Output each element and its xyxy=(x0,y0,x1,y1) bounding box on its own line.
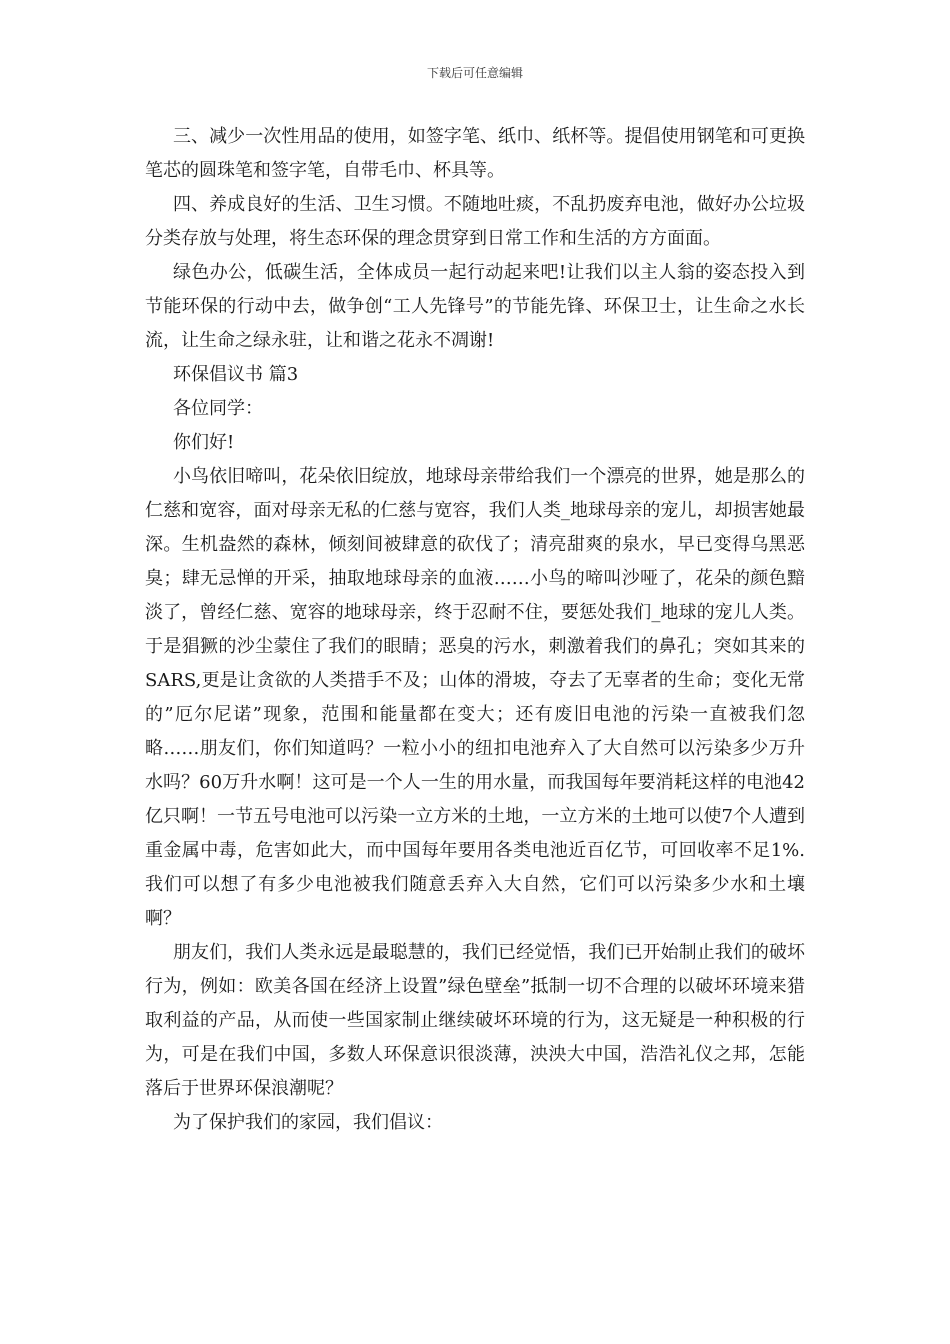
paragraph-proposal-intro: 为了保护我们的家园，我们倡议： xyxy=(173,1112,443,1133)
paragraph-earth-mother: 小鸟依旧啼叫，花朵依旧绽放，地球母亲带给我们一个漂亮的世界，她是那么的仁慈和宽容，面对母亲无私的仁慈与宽容，我们人类_地球母亲的宠儿，却损害她最深。生机盎然的森林，倾刻间被肆意的砍伐了；清亮甜爽的泉水，早已变得乌黑恶臭；肆无忌惮的开采，抽取地球母亲的血液……小鸟的啼叫沙哑了，花朵的颜色黯淡了，曾经仁慈、宽容的地球母亲，终于忍耐不住，要惩处我们_地球的宠儿人类。于是猖獗的沙尘蒙住了我们的眼睛；恶臭的污水，刺激着我们的鼻孔；突如其来的SARS,更是让贪欲的人类措手不及；山体的滑坡，夺去了无辜者的生命；变化无常的”厄尔尼诺”现象，范围和能量都在变大；还有废旧电池的污染一直被我们忽略……朋友们，你们知道吗？一粒小小的纽扣电池弃入了大自然可以污染多少万升水吗？60万升水啊！这可是一个人一生的用水量，而我国每年要消耗这样的电池42亿只啊！一节五号电池可以污染一立方米的土地，一立方米的土地可以使7个人遭到重金属中毒，危害如此大，而中国每年要用各类电池近百亿节，可回收率不足1%.我们可以想了有多少电池被我们随意丢弃入大自然，它们可以污染多少水和土壤啊？ xyxy=(145,466,805,929)
paragraph-friends: 朋友们，我们人类永远是最聪慧的，我们已经觉悟，我们已开始制止我们的破坏行为，例如：欧美各国在经济上设置”绿色壁垒”抵制一切不合理的以破坏环境来猎取利益的产品，从而使一些国家制止继续破坏环境的行为，这无疑是一种积极的行为，可是在我们中国，多数人环保意识很淡薄，泱泱大中国，浩浩礼仪之邦，怎能落后于世界环保浪潮呢？ xyxy=(145,942,805,1099)
section-title: 环保倡议书 篇3 xyxy=(173,364,299,385)
paragraph-green-office: 绿色办公，低碳生活，全体成员一起行动起来吧!让我们以主人翁的姿态投入到节能环保的行动中去，做争创“工人先锋号”的节能先锋、环保卫士，让生命之水长流，让生命之绿永驻，让和谐之花永不凋谢! xyxy=(145,262,805,351)
page-header-note: 下载后可任意编辑 xyxy=(426,66,523,80)
paragraph-good-habits: 四、养成良好的生活、卫生习惯。不随地吐痰，不乱扔废弃电池，做好办公垃圾分类存放与处理，将生态环保的理念贯穿到日常工作和生活的方方面面。 xyxy=(145,194,805,249)
salutation: 各位同学： xyxy=(173,398,263,419)
paragraph-reduce-disposables: 三、减少一次性用品的使用，如签字笔、纸巾、纸杯等。提倡使用钢笔和可更换笔芯的圆珠笔和签字笔，自带毛巾、杯具等。 xyxy=(145,126,805,181)
greeting: 你们好! xyxy=(173,432,235,453)
document-body xyxy=(145,120,805,1140)
